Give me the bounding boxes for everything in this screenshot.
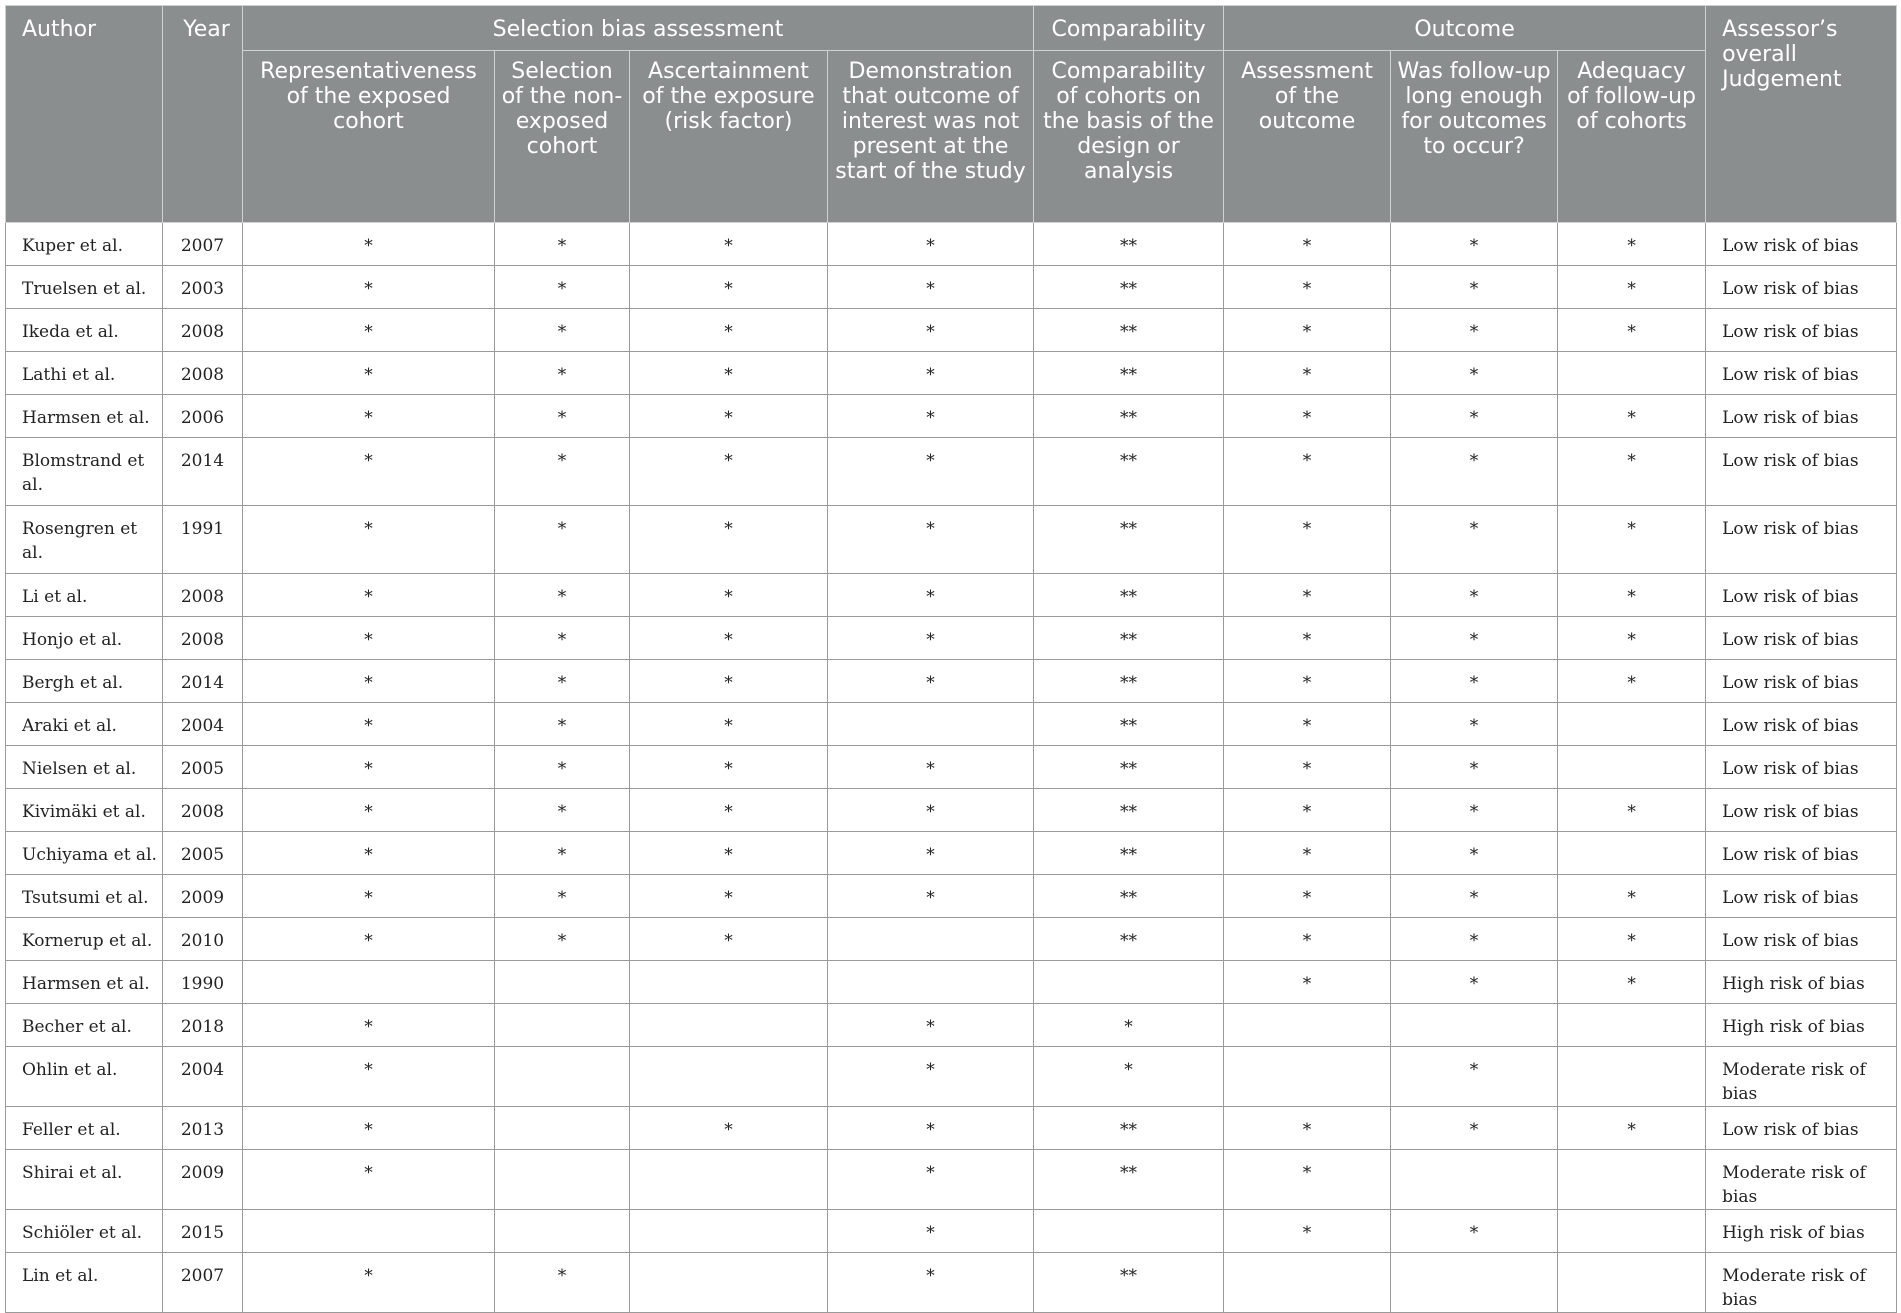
followup-long-cell: * — [1391, 506, 1558, 574]
judgement-cell: Low risk of bias — [1706, 352, 1897, 395]
judgement-cell: Low risk of bias — [1706, 506, 1897, 574]
followup-adequacy-header: Adequacy of follow-up of cohorts — [1558, 51, 1706, 223]
ascertainment-cell: * — [630, 223, 828, 266]
author-cell: Nielsen et al. — [6, 746, 163, 789]
ascertainment-cell — [630, 1150, 828, 1210]
author-cell: Lin et al. — [6, 1253, 163, 1313]
representativeness-cell: * — [243, 352, 495, 395]
assessment-outcome-cell: * — [1224, 309, 1391, 352]
selection-nonexposed-cell: * — [495, 352, 630, 395]
comparability-cell: ** — [1034, 223, 1224, 266]
ascertainment-cell: * — [630, 266, 828, 309]
table-row — [6, 309, 1897, 352]
selection-nonexposed-cell: * — [495, 789, 630, 832]
representativeness-cell: * — [243, 395, 495, 438]
selection-nonexposed-cell — [495, 961, 630, 1004]
followup-adequacy-cell: * — [1558, 506, 1706, 574]
representativeness-cell: * — [243, 746, 495, 789]
representativeness-cell: * — [243, 574, 495, 617]
ascertainment-cell — [630, 1253, 828, 1313]
representativeness-cell: * — [243, 1150, 495, 1210]
demonstration-cell: * — [828, 309, 1034, 352]
assessment-outcome-cell: * — [1224, 1107, 1391, 1150]
followup-long-cell: * — [1391, 352, 1558, 395]
year-cell: 2005 — [163, 832, 243, 875]
assessment-outcome-cell: * — [1224, 1150, 1391, 1210]
followup-adequacy-cell — [1558, 832, 1706, 875]
followup-long-cell: * — [1391, 223, 1558, 266]
table-row — [6, 223, 1897, 266]
assessment-outcome-cell: * — [1224, 352, 1391, 395]
table-row — [6, 1253, 1897, 1313]
ascertainment-cell: * — [630, 352, 828, 395]
demonstration-cell: * — [828, 746, 1034, 789]
followup-long-cell: * — [1391, 961, 1558, 1004]
demonstration-cell: * — [828, 660, 1034, 703]
comparability-cell: ** — [1034, 438, 1224, 506]
followup-adequacy-cell: * — [1558, 395, 1706, 438]
demonstration-cell — [828, 703, 1034, 746]
year-cell: 2008 — [163, 617, 243, 660]
followup-adequacy-cell — [1558, 1150, 1706, 1210]
year-cell: 2009 — [163, 1150, 243, 1210]
representativeness-cell: * — [243, 1253, 495, 1313]
followup-adequacy-cell — [1558, 746, 1706, 789]
followup-long-cell: * — [1391, 746, 1558, 789]
assessment-outcome-cell: * — [1224, 223, 1391, 266]
author-cell: Harmsen et al. — [6, 395, 163, 438]
representativeness-cell: * — [243, 309, 495, 352]
assessment-outcome-cell: * — [1224, 438, 1391, 506]
author-cell: Bergh et al. — [6, 660, 163, 703]
comparability-cell: ** — [1034, 309, 1224, 352]
ascertainment-cell: * — [630, 395, 828, 438]
followup-adequacy-cell — [1558, 352, 1706, 395]
selection-nonexposed-cell: * — [495, 617, 630, 660]
assessment-outcome-cell: * — [1224, 266, 1391, 309]
representativeness-cell: * — [243, 438, 495, 506]
selection-nonexposed-cell — [495, 1150, 630, 1210]
judgement-header: Assessor’s overall Judgement — [1706, 6, 1897, 223]
followup-long-cell: * — [1391, 309, 1558, 352]
judgement-cell: Low risk of bias — [1706, 703, 1897, 746]
demonstration-cell: * — [828, 1150, 1034, 1210]
followup-long-cell: * — [1391, 266, 1558, 309]
ascertainment-cell: * — [630, 660, 828, 703]
judgement-cell: Low risk of bias — [1706, 875, 1897, 918]
demonstration-cell: * — [828, 438, 1034, 506]
table-row — [6, 703, 1897, 746]
followup-long-cell: * — [1391, 1047, 1558, 1107]
comparability-cell: ** — [1034, 832, 1224, 875]
ascertainment-cell: * — [630, 789, 828, 832]
author-cell: Becher et al. — [6, 1004, 163, 1047]
followup-adequacy-cell: * — [1558, 574, 1706, 617]
author-cell: Uchiyama et al. — [6, 832, 163, 875]
followup-long-cell: * — [1391, 438, 1558, 506]
ascertainment-cell: * — [630, 309, 828, 352]
assessment-outcome-cell: * — [1224, 832, 1391, 875]
representativeness-cell: * — [243, 1004, 495, 1047]
year-cell: 1990 — [163, 961, 243, 1004]
year-cell: 2005 — [163, 746, 243, 789]
table-row — [6, 395, 1897, 438]
year-cell: 2014 — [163, 660, 243, 703]
selection-nonexposed-cell — [495, 1210, 630, 1253]
followup-long-cell — [1391, 1253, 1558, 1313]
selection-nonexposed-header: Selection of the non-exposed cohort — [495, 51, 630, 223]
author-cell: Kornerup et al. — [6, 918, 163, 961]
assessment-outcome-cell: * — [1224, 617, 1391, 660]
comparability-cell: ** — [1034, 875, 1224, 918]
assessment-outcome-cell: * — [1224, 703, 1391, 746]
demonstration-cell: * — [828, 617, 1034, 660]
judgement-cell: Low risk of bias — [1706, 266, 1897, 309]
demonstration-cell: * — [828, 574, 1034, 617]
ascertainment-cell: * — [630, 832, 828, 875]
ascertainment-cell: * — [630, 574, 828, 617]
comparability-cell: ** — [1034, 266, 1224, 309]
representativeness-cell — [243, 961, 495, 1004]
year-cell: 2009 — [163, 875, 243, 918]
followup-long-cell: * — [1391, 574, 1558, 617]
judgement-cell: Moderate risk of bias — [1706, 1047, 1897, 1107]
followup-adequacy-cell: * — [1558, 875, 1706, 918]
table-row — [6, 1004, 1897, 1047]
table-row — [6, 832, 1897, 875]
author-cell: Truelsen et al. — [6, 266, 163, 309]
judgement-cell: Moderate risk of bias — [1706, 1150, 1897, 1210]
ascertainment-cell — [630, 1047, 828, 1107]
judgement-cell: Low risk of bias — [1706, 395, 1897, 438]
followup-adequacy-cell: * — [1558, 1107, 1706, 1150]
representativeness-cell: * — [243, 1047, 495, 1107]
author-cell: Harmsen et al. — [6, 961, 163, 1004]
followup-adequacy-cell: * — [1558, 961, 1706, 1004]
representativeness-cell: * — [243, 918, 495, 961]
representativeness-cell: * — [243, 223, 495, 266]
selection-nonexposed-cell — [495, 1107, 630, 1150]
year-cell: 2004 — [163, 1047, 243, 1107]
comparability-cell: ** — [1034, 1150, 1224, 1210]
ascertainment-cell — [630, 1004, 828, 1047]
assessment-outcome-cell: * — [1224, 1210, 1391, 1253]
assessment-outcome-cell: * — [1224, 875, 1391, 918]
year-cell: 2014 — [163, 438, 243, 506]
followup-long-cell — [1391, 1004, 1558, 1047]
comparability-cell: ** — [1034, 918, 1224, 961]
selection-nonexposed-cell: * — [495, 309, 630, 352]
assessment-outcome-cell: * — [1224, 746, 1391, 789]
comparability-cell — [1034, 1210, 1224, 1253]
selection-nonexposed-cell: * — [495, 506, 630, 574]
judgement-cell: Low risk of bias — [1706, 223, 1897, 266]
selection-nonexposed-cell: * — [495, 703, 630, 746]
selection-nonexposed-cell: * — [495, 395, 630, 438]
representativeness-cell: * — [243, 789, 495, 832]
demonstration-cell: * — [828, 1210, 1034, 1253]
followup-long-cell: * — [1391, 617, 1558, 660]
judgement-cell: Moderate risk of bias — [1706, 1253, 1897, 1313]
ascertainment-cell — [630, 1210, 828, 1253]
author-cell: Ikeda et al. — [6, 309, 163, 352]
table-row — [6, 438, 1897, 506]
comparability-cell: ** — [1034, 506, 1224, 574]
comparability-cell: * — [1034, 1004, 1224, 1047]
assessment-outcome-header: Assessment of the outcome — [1224, 51, 1391, 223]
representativeness-cell: * — [243, 703, 495, 746]
assessment-outcome-cell — [1224, 1047, 1391, 1107]
author-cell: Kivimäki et al. — [6, 789, 163, 832]
judgement-cell: Low risk of bias — [1706, 832, 1897, 875]
judgement-cell: High risk of bias — [1706, 961, 1897, 1004]
comparability-cell: ** — [1034, 660, 1224, 703]
year-cell: 2003 — [163, 266, 243, 309]
year-cell: 2010 — [163, 918, 243, 961]
followup-adequacy-cell: * — [1558, 918, 1706, 961]
selection-nonexposed-cell: * — [495, 266, 630, 309]
assessment-outcome-cell: * — [1224, 506, 1391, 574]
risk-of-bias-table — [5, 5, 1897, 1313]
representativeness-cell: * — [243, 660, 495, 703]
ascertainment-cell — [630, 961, 828, 1004]
table-row — [6, 1150, 1897, 1210]
demonstration-cell: * — [828, 789, 1034, 832]
followup-adequacy-cell: * — [1558, 309, 1706, 352]
representativeness-cell: * — [243, 832, 495, 875]
demonstration-cell: * — [828, 395, 1034, 438]
ascertainment-cell: * — [630, 617, 828, 660]
comparability-cell — [1034, 961, 1224, 1004]
demonstration-cell: * — [828, 832, 1034, 875]
author-cell: Blomstrand et al. — [6, 438, 163, 506]
followup-adequacy-cell — [1558, 1210, 1706, 1253]
header-row-groups — [6, 6, 1897, 51]
followup-long-cell: * — [1391, 832, 1558, 875]
header-row-criteria — [6, 51, 1897, 223]
year-cell: 2007 — [163, 1253, 243, 1313]
judgement-cell: Low risk of bias — [1706, 574, 1897, 617]
table-row — [6, 1047, 1897, 1107]
followup-long-cell: * — [1391, 875, 1558, 918]
demonstration-cell: * — [828, 1107, 1034, 1150]
selection-nonexposed-cell — [495, 1047, 630, 1107]
table-body — [6, 223, 1897, 1313]
author-cell: Rosengren et al. — [6, 506, 163, 574]
table-row — [6, 1210, 1897, 1253]
followup-adequacy-cell — [1558, 1047, 1706, 1107]
table-row — [6, 266, 1897, 309]
author-cell: Tsutsumi et al. — [6, 875, 163, 918]
followup-long-cell — [1391, 1150, 1558, 1210]
table-row — [6, 746, 1897, 789]
ascertainment-cell: * — [630, 918, 828, 961]
comparability-group-header: Comparability — [1034, 6, 1224, 51]
selection-nonexposed-cell: * — [495, 875, 630, 918]
followup-adequacy-cell: * — [1558, 266, 1706, 309]
ascertainment-cell: * — [630, 506, 828, 574]
year-cell: 2006 — [163, 395, 243, 438]
comparability-cell: ** — [1034, 1107, 1224, 1150]
assessment-outcome-cell: * — [1224, 395, 1391, 438]
outcome-group-header: Outcome — [1224, 6, 1706, 51]
author-cell: Kuper et al. — [6, 223, 163, 266]
author-cell: Araki et al. — [6, 703, 163, 746]
selection-nonexposed-cell: * — [495, 574, 630, 617]
judgement-cell: Low risk of bias — [1706, 918, 1897, 961]
judgement-cell: Low risk of bias — [1706, 309, 1897, 352]
comparability-cell: * — [1034, 1047, 1224, 1107]
table-row — [6, 574, 1897, 617]
demonstration-cell: * — [828, 223, 1034, 266]
year-cell: 2015 — [163, 1210, 243, 1253]
demonstration-cell — [828, 918, 1034, 961]
representativeness-cell — [243, 1210, 495, 1253]
assessment-outcome-cell — [1224, 1253, 1391, 1313]
year-cell: 2008 — [163, 574, 243, 617]
author-cell: Lathi et al. — [6, 352, 163, 395]
author-cell: Feller et al. — [6, 1107, 163, 1150]
comparability-cell: ** — [1034, 352, 1224, 395]
followup-long-cell: * — [1391, 1107, 1558, 1150]
representativeness-cell: * — [243, 1107, 495, 1150]
comparability-cell: ** — [1034, 1253, 1224, 1313]
selection-nonexposed-cell: * — [495, 660, 630, 703]
selection-nonexposed-cell: * — [495, 832, 630, 875]
assessment-outcome-cell: * — [1224, 789, 1391, 832]
table-row — [6, 617, 1897, 660]
comparability-cell: ** — [1034, 395, 1224, 438]
followup-long-cell: * — [1391, 1210, 1558, 1253]
followup-adequacy-cell: * — [1558, 438, 1706, 506]
author-header: Author — [6, 6, 163, 223]
year-cell: 2008 — [163, 352, 243, 395]
table-row — [6, 789, 1897, 832]
year-cell: 2004 — [163, 703, 243, 746]
representativeness-cell: * — [243, 506, 495, 574]
year-cell: 2018 — [163, 1004, 243, 1047]
representativeness-cell: * — [243, 266, 495, 309]
year-cell: 1991 — [163, 506, 243, 574]
followup-adequacy-cell: * — [1558, 617, 1706, 660]
followup-long-cell: * — [1391, 918, 1558, 961]
author-cell: Li et al. — [6, 574, 163, 617]
comparability-cell: ** — [1034, 574, 1224, 617]
demonstration-cell: * — [828, 1004, 1034, 1047]
followup-long-header: Was follow-up long enough for outcomes to occur? — [1391, 51, 1558, 223]
assessment-outcome-cell: * — [1224, 961, 1391, 1004]
selection-nonexposed-cell: * — [495, 1253, 630, 1313]
author-cell: Ohlin et al. — [6, 1047, 163, 1107]
representativeness-cell: * — [243, 875, 495, 918]
author-cell: Shirai et al. — [6, 1150, 163, 1210]
demonstration-cell: * — [828, 1253, 1034, 1313]
table-row — [6, 961, 1897, 1004]
ascertainment-cell: * — [630, 875, 828, 918]
year-cell: 2013 — [163, 1107, 243, 1150]
selection-nonexposed-cell — [495, 1004, 630, 1047]
assessment-outcome-cell: * — [1224, 660, 1391, 703]
table-row — [6, 875, 1897, 918]
table-row — [6, 1107, 1897, 1150]
followup-long-cell: * — [1391, 703, 1558, 746]
author-cell: Honjo et al. — [6, 617, 163, 660]
selection-nonexposed-cell: * — [495, 438, 630, 506]
assessment-outcome-cell: * — [1224, 918, 1391, 961]
author-cell: Schiöler et al. — [6, 1210, 163, 1253]
judgement-cell: Low risk of bias — [1706, 746, 1897, 789]
followup-adequacy-cell: * — [1558, 789, 1706, 832]
table-row — [6, 352, 1897, 395]
year-cell: 2007 — [163, 223, 243, 266]
demonstration-cell: * — [828, 266, 1034, 309]
followup-adequacy-cell — [1558, 703, 1706, 746]
comparability-cell: ** — [1034, 617, 1224, 660]
assessment-outcome-cell: * — [1224, 574, 1391, 617]
followup-long-cell: * — [1391, 660, 1558, 703]
representativeness-cell: * — [243, 617, 495, 660]
judgement-cell: High risk of bias — [1706, 1004, 1897, 1047]
year-cell: 2008 — [163, 309, 243, 352]
selection-nonexposed-cell: * — [495, 918, 630, 961]
comparability-cell: ** — [1034, 746, 1224, 789]
judgement-cell: Low risk of bias — [1706, 617, 1897, 660]
comparability-cell: ** — [1034, 703, 1224, 746]
demonstration-cell: * — [828, 1047, 1034, 1107]
selection-nonexposed-cell: * — [495, 746, 630, 789]
demonstration-cell: * — [828, 875, 1034, 918]
selection-group-header: Selection bias assessment — [243, 6, 1034, 51]
followup-adequacy-cell: * — [1558, 223, 1706, 266]
ascertainment-header: Ascertainment of the exposure (risk factor) — [630, 51, 828, 223]
table-row — [6, 506, 1897, 574]
table-row — [6, 660, 1897, 703]
comparability-cell: ** — [1034, 789, 1224, 832]
followup-long-cell: * — [1391, 789, 1558, 832]
representativeness-header: Representativeness of the exposed cohort — [243, 51, 495, 223]
judgement-cell: Low risk of bias — [1706, 1107, 1897, 1150]
selection-nonexposed-cell: * — [495, 223, 630, 266]
year-header: Year — [163, 6, 243, 223]
demonstration-cell: * — [828, 352, 1034, 395]
judgement-cell: Low risk of bias — [1706, 789, 1897, 832]
followup-long-cell: * — [1391, 395, 1558, 438]
ascertainment-cell: * — [630, 746, 828, 789]
followup-adequacy-cell — [1558, 1004, 1706, 1047]
table-row — [6, 918, 1897, 961]
ascertainment-cell: * — [630, 438, 828, 506]
demonstration-cell: * — [828, 506, 1034, 574]
judgement-cell: Low risk of bias — [1706, 438, 1897, 506]
followup-adequacy-cell: * — [1558, 660, 1706, 703]
demonstration-header: Demonstration that outcome of interest was not present at the start of the study — [828, 51, 1034, 223]
followup-adequacy-cell — [1558, 1253, 1706, 1313]
comparability-cohorts-header: Comparability of cohorts on the basis of the design or analysis — [1034, 51, 1224, 223]
assessment-outcome-cell — [1224, 1004, 1391, 1047]
judgement-cell: Low risk of bias — [1706, 660, 1897, 703]
ascertainment-cell: * — [630, 1107, 828, 1150]
year-cell: 2008 — [163, 789, 243, 832]
ascertainment-cell: * — [630, 703, 828, 746]
judgement-cell: High risk of bias — [1706, 1210, 1897, 1253]
demonstration-cell — [828, 961, 1034, 1004]
